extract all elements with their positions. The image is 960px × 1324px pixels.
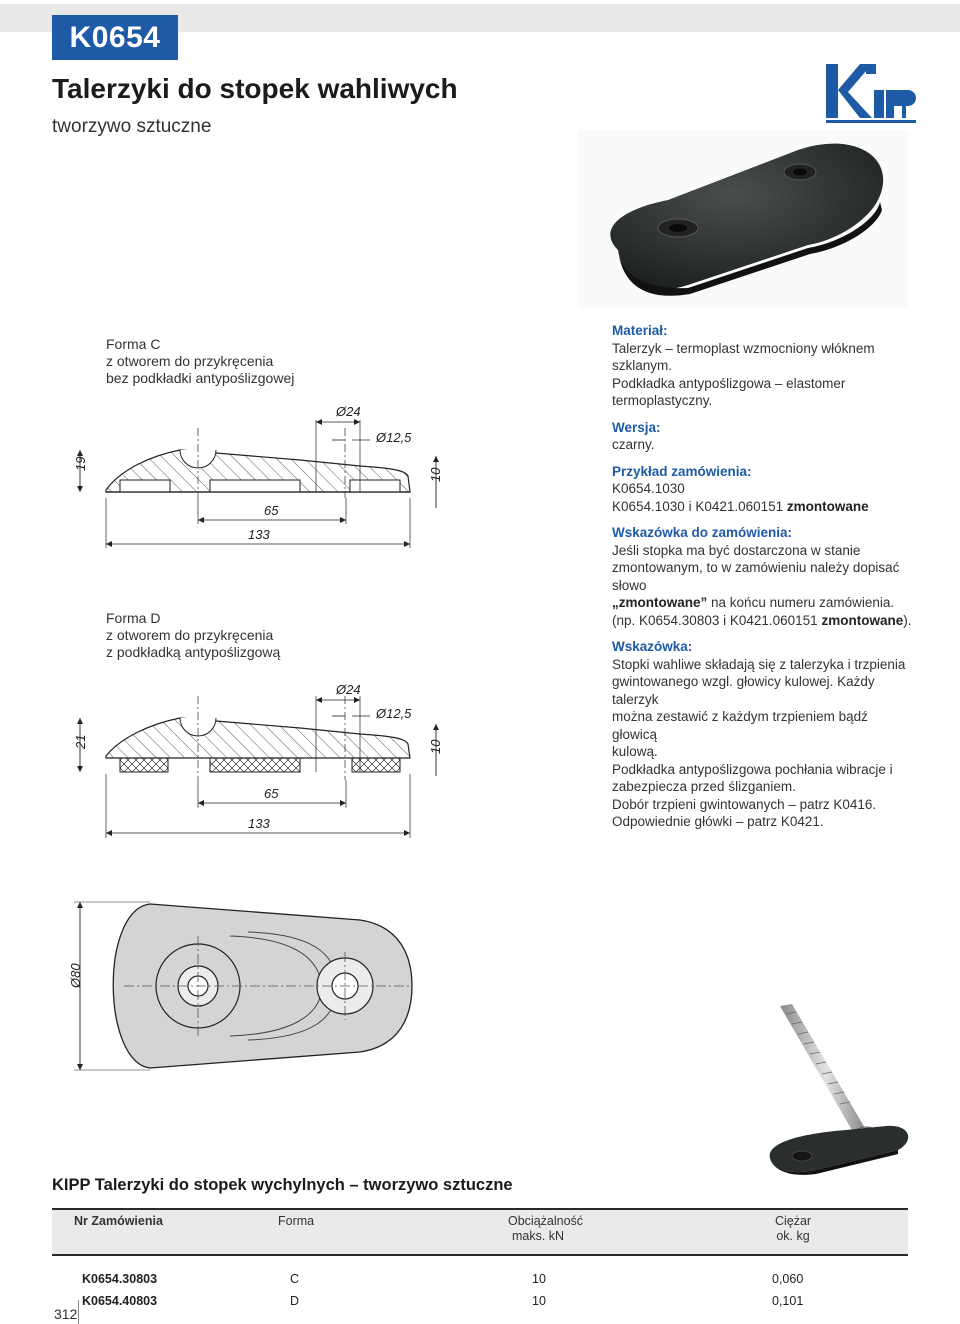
form-c-desc-2: bez podkładki antypoślizgowej [106,370,295,386]
product-table [52,1208,908,1312]
form-d-title: Forma D [106,610,161,626]
note-line-2: gwintowanego wzgl. głowicy kulowej. Każdy talerzyk [612,674,875,707]
cell-load: 10 [532,1272,546,1286]
form-c-w65-label: 65 [264,503,279,518]
cell-order-no: K0654.30803 [82,1272,158,1286]
material-line-1: Talerzyk – termoplast wzmocniony włóknem szklanym. [612,340,875,373]
note-line-3: można zestawić z każdym trzpieniem bądź głowicą [612,709,868,742]
form-d-height-label: 21 [73,734,88,749]
order-hint-line-1: Jeśli stopka ma być dostarczona w stanie [612,542,861,558]
note-line-8: Odpowiednie główki – patrz K0421. [612,814,824,829]
material-section [612,322,912,410]
top-bar [0,0,960,62]
table-header [52,1208,908,1256]
form-d-dia24-label: Ø24 [336,682,361,697]
form-c-section-drawing [60,398,450,548]
cell-order-no: K0654.40803 [82,1294,158,1308]
material-heading: Materiał: [612,323,668,338]
form-c-w133-label: 133 [248,527,270,542]
form-d-thickness-label: 10 [428,739,443,754]
order-hint-line-4: (np. K0654.30803 i K0421.060151 zmontowane). [612,612,912,628]
form-d-desc-1: z otworem do przykręcenia [106,627,274,643]
form-c-thickness-label: 10 [428,467,443,482]
form-c-height-label: 19 [73,456,88,471]
order-hint-line-3: „zmontowane” na końcu numeru zamówienia. [612,595,895,610]
form-c-dia125-label: Ø12,5 [376,430,412,445]
note-line-4: kulową. [612,744,658,759]
material-line-3: termoplastyczny. [612,393,713,408]
material-line-2: Podkładka antypoślizgowa – elastomer [612,375,846,391]
form-d-w65-label: 65 [264,786,279,801]
note-line-6: zabezpiecza przed ślizganiem. [612,779,796,794]
header-weight: Ciężar ok. kg [774,1214,812,1243]
order-hint-line-2: zmontowanym, to w zamówieniu należy dopisać słowo [612,560,900,593]
order-example-line-1: K0654.1030 [612,481,685,496]
page-title: Talerzyki do stopek wahliwych [52,73,458,104]
note-line-7: Dobór trzpieni gwintowanych – patrz K0416. [612,796,877,812]
cell-weight: 0,101 [772,1294,804,1308]
page-number-divider [78,1300,79,1324]
product-photo-plate [578,130,908,308]
order-example-line-2: K0654.1030 i K0421.060151 zmontowane [612,498,869,514]
form-c-caption [106,336,294,387]
top-view-drawing [60,896,430,1076]
table-title: KIPP Talerzyki do stopek wychylnych – tworzywo sztuczne [52,1176,513,1194]
header-form: Forma [278,1214,315,1228]
form-c-title: Forma C [106,336,161,352]
page-subtitle: tworzywo sztuczne [52,116,212,137]
order-example-section [612,463,912,516]
cell-form: C [290,1272,300,1286]
table-row [52,1290,908,1312]
form-c-dia24-label: Ø24 [336,404,361,419]
header-load: Obciążalność maks. kN [508,1214,584,1243]
form-d-w133-label: 133 [248,816,270,831]
version-heading: Wersja: [612,419,661,435]
order-hint-heading: Wskazówka do zamówienia: [612,525,793,540]
version-section [612,419,912,454]
header-order-no: Nr Zamówienia [74,1214,163,1228]
note-line-1: Stopki wahliwe składają się z talerzyka i trzpienia [612,656,906,672]
note-heading: Wskazówka: [612,639,693,654]
version-text: czarny. [612,437,655,452]
form-d-caption [106,610,280,661]
cell-weight: 0,060 [772,1272,804,1286]
cell-form: D [290,1294,300,1308]
page-number: 312 [54,1306,78,1322]
form-d-dia125-label: Ø12,5 [376,706,412,721]
cell-load: 10 [532,1294,546,1308]
table-row [52,1268,908,1290]
note-line-5: Podkładka antypoślizgowa pochłania wibracje i [612,761,893,777]
form-d-desc-2: z podkładką antypoślizgową [106,644,281,660]
form-d-section-drawing [60,676,450,840]
order-example-heading: Przykład zamówienia: [612,463,752,479]
product-info [612,322,912,840]
product-photo-assembled [756,1000,916,1180]
product-code-badge: K0654 [52,15,178,60]
top-view-dia80-label: Ø80 [68,963,83,988]
form-c-desc-1: z otworem do przykręcenia [106,353,274,369]
note-section [612,638,912,831]
kipp-logo [826,60,916,124]
order-hint-section [612,524,912,629]
